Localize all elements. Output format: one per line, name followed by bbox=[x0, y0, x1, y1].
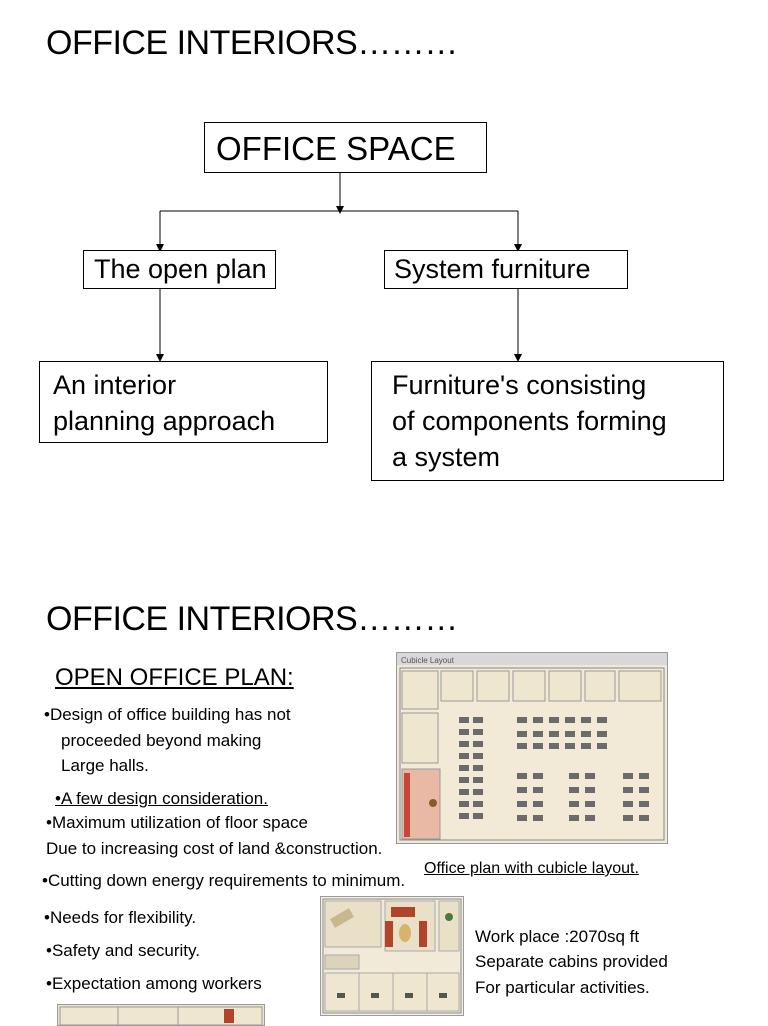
bullet-design-building: •Design of office building has not bbox=[44, 705, 291, 724]
workplace-plan-image bbox=[320, 896, 464, 1016]
office-space-node bbox=[204, 122, 487, 173]
system-furniture-node bbox=[384, 250, 628, 289]
furniture-components-node bbox=[371, 361, 724, 481]
workplace-cabins-note: Separate cabins provided bbox=[475, 952, 668, 971]
bullet-design-building-cont-2: Large halls. bbox=[61, 756, 149, 775]
bullet-design-consideration: •A few design consideration. bbox=[55, 789, 268, 808]
bottom-plan-drawing bbox=[58, 1005, 264, 1025]
bullet-energy: •Cutting down energy requirements to minimum. bbox=[42, 871, 406, 890]
cubicle-layout-window-title: Cubicle Layout bbox=[401, 656, 454, 665]
bullet-expectation: •Expectation among workers bbox=[46, 974, 262, 993]
furniture-line-2: of components forming bbox=[392, 406, 667, 436]
slide1-title: OFFICE INTERIORS……… bbox=[46, 24, 458, 62]
office-space-label: OFFICE SPACE bbox=[216, 130, 456, 167]
furniture-line-3: a system bbox=[392, 442, 501, 472]
open-plan-label: The open plan bbox=[94, 254, 267, 284]
bullet-max-utilization: •Maximum utilization of floor space bbox=[46, 813, 308, 832]
cubicle-plan-drawing bbox=[397, 653, 667, 843]
bullet-safety: •Safety and security. bbox=[46, 941, 200, 960]
cubicle-layout-caption: Office plan with cubicle layout. bbox=[424, 860, 639, 877]
open-plan-node bbox=[83, 250, 276, 289]
open-office-plan-heading: OPEN OFFICE PLAN: bbox=[55, 664, 294, 691]
bullet-max-utilization-cont: Due to increasing cost of land &construction. bbox=[46, 839, 383, 858]
furniture-line-1: Furniture's consisting bbox=[392, 370, 647, 400]
workplace-area-note: Work place :2070sq ft bbox=[475, 927, 640, 946]
bullet-design-building-cont-1: proceeded beyond making bbox=[61, 731, 262, 750]
interior-planning-node bbox=[39, 361, 328, 443]
cubicle-layout-image bbox=[396, 652, 668, 844]
interior-planning-line-1: An interior bbox=[53, 370, 177, 400]
org-chart-connectors bbox=[0, 160, 768, 540]
interior-planning-line-2: planning approach bbox=[53, 406, 276, 436]
workplace-activities-note: For particular activities. bbox=[475, 978, 650, 997]
system-furniture-label: System furniture bbox=[394, 254, 591, 284]
slide2-title: OFFICE INTERIORS……… bbox=[46, 600, 458, 638]
workplace-plan-drawing bbox=[321, 897, 463, 1015]
bottom-plan-image bbox=[57, 1004, 265, 1026]
bullet-flexibility: •Needs for flexibility. bbox=[44, 908, 197, 927]
